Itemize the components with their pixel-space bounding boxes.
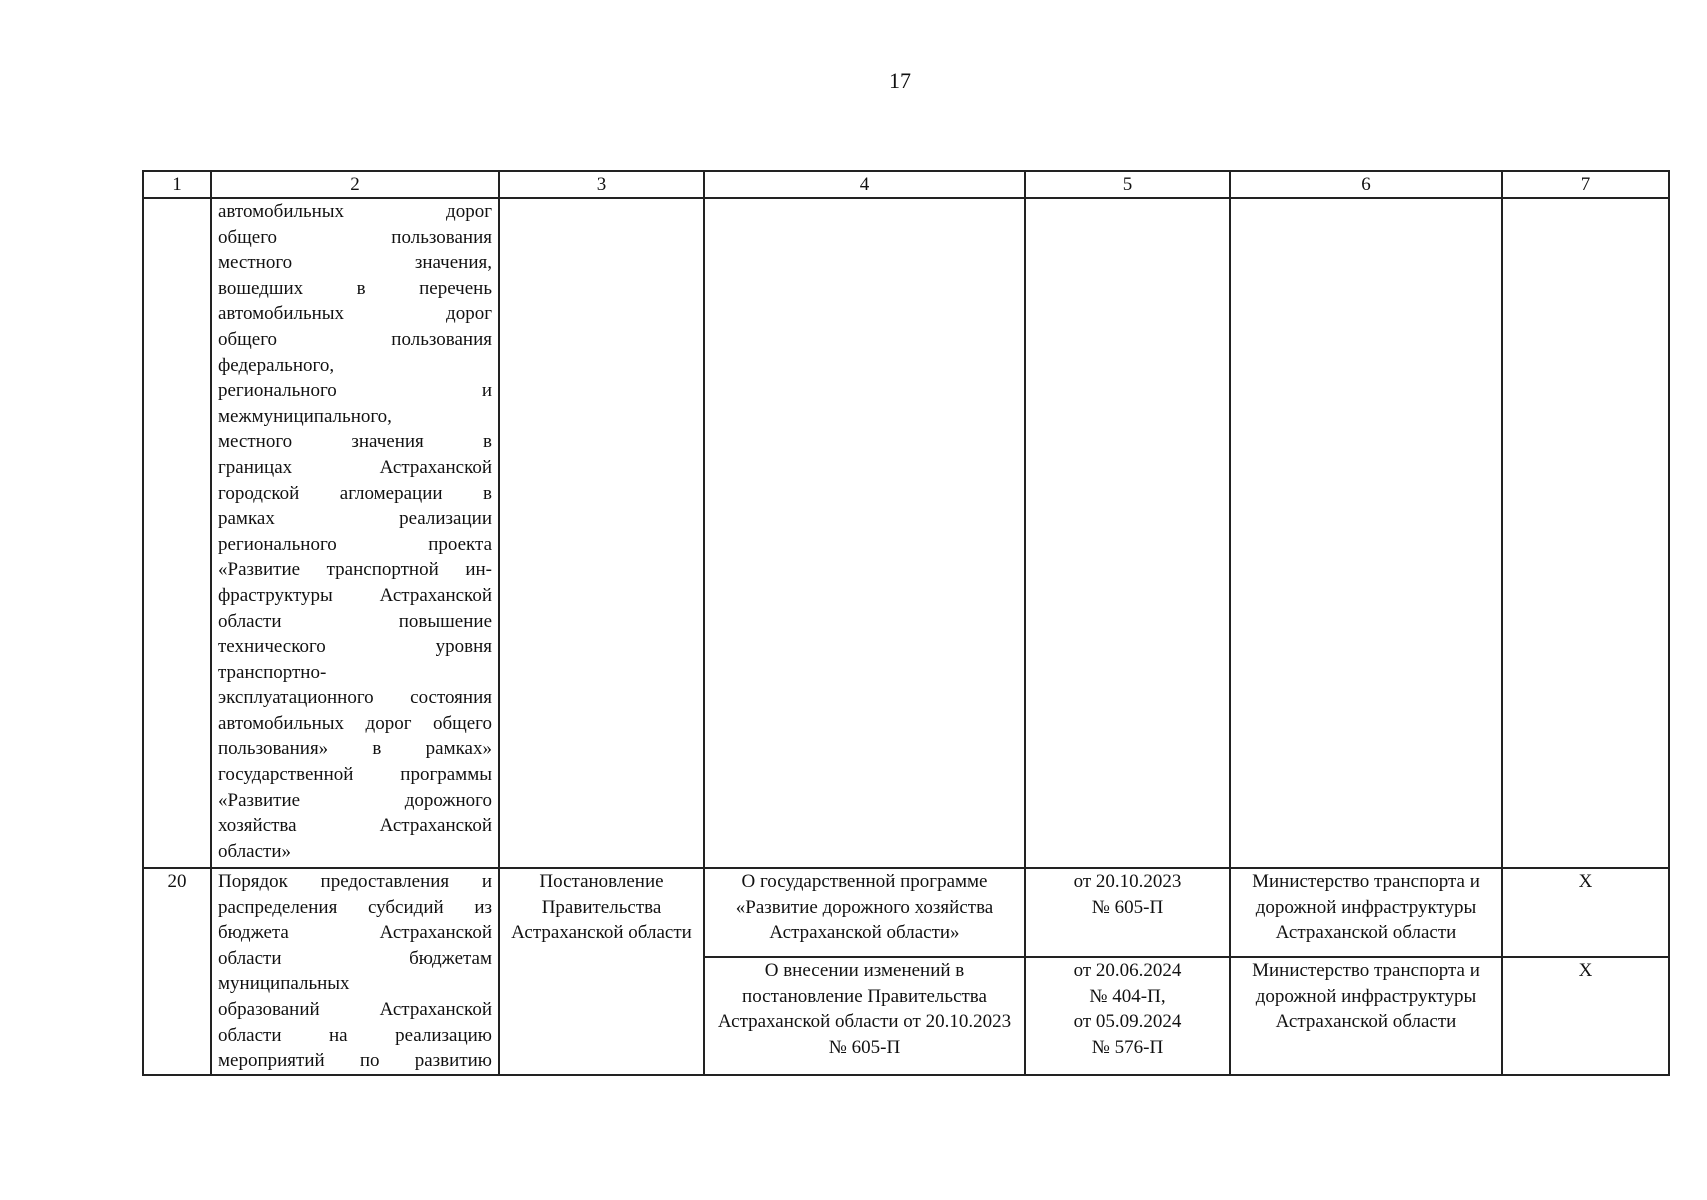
text-line: государственной программы [218,764,492,786]
text-line: бюджета Астраханской [218,922,492,944]
text-line: эксплуатационного состояния [218,687,492,709]
text-line: транспортно- [218,661,327,683]
text-line: общего пользования [218,226,492,248]
text-line: автомобильных дорог общего [218,712,492,734]
text-line: межмуниципального, [218,405,392,427]
text-line: регионального проекта [218,533,492,555]
text-line: автомобильных дорог [218,303,492,325]
cell-empty [704,198,1025,868]
cell-document-date [1025,868,1230,957]
cell-procedure-title [211,868,499,1075]
text-line: федерального, [218,354,335,376]
cell-empty [1502,198,1669,868]
text-line: местного значения, [218,252,492,274]
page-number: 17 [889,68,911,93]
text-line: области на реализацию [218,1024,492,1046]
text-line: общего пользования [218,328,492,350]
date-line: от 05.09.2024 [1073,1011,1182,1033]
number-line: № 404-П, [1089,985,1166,1007]
text-line: области повышение [218,610,492,632]
cell-empty [499,198,704,868]
text-line: хозяйства Астраханской [218,815,492,837]
document-table [142,170,1670,1076]
text-line: «Развитие транспортной ин- [218,559,492,581]
cell-responsible-body: Министерство транспорта и дорожной инфраструктуры Астраханской области [1230,868,1502,957]
number-line: № 576-П [1091,1036,1164,1058]
cell-document-name: О внесении изменений в постановление Правительства Астраханской области от 20.10.2023 № 605-П [704,957,1025,1075]
text-line: автомобильных дорог [218,201,492,222]
column-header-6: 6 [1230,171,1502,198]
text-line: пользования» в рамках» [218,738,492,760]
column-header-4: 4 [704,171,1025,198]
text-line: границах Астраханской [218,456,492,478]
text-line: вошедших в перечень [218,277,492,299]
cell-mark: Х [1502,957,1669,1075]
column-header-7: 7 [1502,171,1669,198]
text-line: местного значения в [218,431,492,453]
cell-document-name: О государственной программе «Развитие дорожного хозяйства Астраханской области» [704,868,1025,957]
text-line: технического уровня [218,636,492,658]
row-number: 20 [143,868,211,1075]
cell-mark: Х [1502,868,1669,957]
cell-responsible-body: Министерство транспорта и дорожной инфраструктуры Астраханской области [1230,957,1502,1075]
column-header-3: 3 [499,171,704,198]
text-line: фраструктуры Астраханской [218,584,492,606]
date-line: от 20.06.2024 [1073,959,1182,981]
table-row-continuation [143,198,1669,868]
text-line: распределения субсидий из [218,896,492,918]
text-line: Порядок предоставления и [218,871,492,892]
table-row-20 [143,868,1669,957]
text-line: образований Астраханской [218,998,492,1020]
column-header-5: 5 [1025,171,1230,198]
cell-document-date [1025,957,1230,1075]
cell-empty [1230,198,1502,868]
column-header-2: 2 [211,171,499,198]
date-line: от 20.10.2023 [1073,871,1182,892]
text-line: рамках реализации [218,508,492,530]
cell-number-empty [143,198,211,868]
text-line: области» [218,840,292,862]
text-line: области бюджетам [218,947,492,969]
cell-continuation-text [211,198,499,868]
text-line: «Развитие дорожного [218,789,492,811]
cell-document-type: Постановление Правительства Астраханской области [499,868,704,1075]
text-line: регионального и [218,380,492,402]
text-line: городской агломерации в [218,482,492,504]
number-line: № 605-П [1091,896,1164,918]
text-line: мероприятий по развитию [218,1050,492,1072]
text-line: муниципальных [218,973,350,995]
column-header-1: 1 [143,171,211,198]
cell-empty [1025,198,1230,868]
header-row [143,171,1669,198]
